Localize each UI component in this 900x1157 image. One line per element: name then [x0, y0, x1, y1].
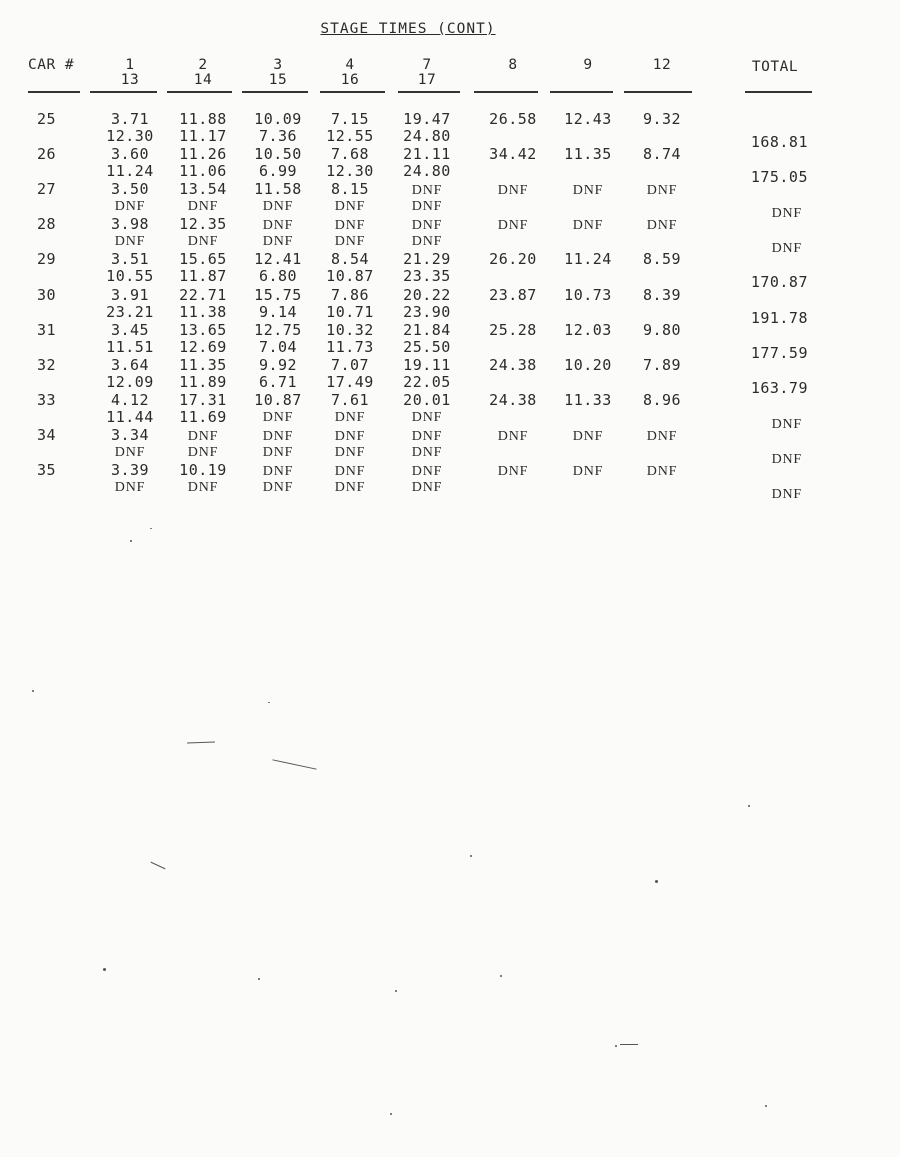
stage-time: 21.29	[403, 250, 451, 268]
stage-time: 10.50	[254, 145, 302, 163]
stage-time: 11.06	[179, 162, 227, 180]
car-number: 26	[36, 145, 56, 163]
dnf-cell: DNF	[646, 183, 678, 198]
dnf-cell: DNF	[411, 410, 443, 425]
paper-speck	[395, 990, 397, 992]
dnf-cell: DNF	[646, 429, 678, 444]
stage-time: 11.35	[179, 356, 227, 374]
stage-time: 12.30	[326, 162, 374, 180]
dnf-cell: DNF	[497, 183, 529, 198]
stage-time: 6.71	[258, 373, 298, 391]
stage-time: 3.45	[110, 321, 150, 339]
dnf-cell: DNF	[262, 410, 294, 425]
dnf-cell: DNF	[497, 218, 529, 233]
stage-time: 7.61	[330, 391, 370, 409]
stage-header-bottom: 13	[120, 72, 140, 88]
car-number: 28	[36, 215, 56, 233]
car-number: 33	[36, 391, 56, 409]
stage-time: 15.65	[179, 250, 227, 268]
stage-header-top: 12	[652, 57, 672, 73]
dnf-cell: DNF	[334, 480, 366, 495]
total-time: DNF	[771, 206, 802, 221]
dnf-cell: DNF	[334, 234, 366, 249]
stage-time: 10.19	[179, 461, 227, 479]
paper-speck	[150, 528, 152, 529]
dnf-cell: DNF	[497, 429, 529, 444]
car-number: 30	[36, 286, 56, 304]
stage-time: 20.22	[403, 286, 451, 304]
dnf-cell: DNF	[572, 429, 604, 444]
paper-mark	[151, 862, 166, 870]
total-time: 168.81	[750, 133, 808, 151]
paper-speck	[470, 855, 472, 857]
stage-time: 11.24	[106, 162, 154, 180]
paper-speck	[748, 805, 750, 807]
stage-header-top: 4	[345, 57, 355, 73]
car-number: 31	[36, 321, 56, 339]
stage-time: 12.43	[564, 110, 612, 128]
total-time: 177.59	[750, 344, 808, 362]
stage-time: 10.32	[326, 321, 374, 339]
stage-time: 11.58	[254, 180, 302, 198]
stage-time: 12.69	[179, 338, 227, 356]
dnf-cell: DNF	[187, 199, 219, 214]
stage-time: 11.88	[179, 110, 227, 128]
stage-time: 3.98	[110, 215, 150, 233]
stage-time: 20.01	[403, 391, 451, 409]
paper-mark	[272, 759, 316, 769]
stage-time: 7.89	[642, 356, 682, 374]
stage-time: 11.35	[564, 145, 612, 163]
stage-time: 24.38	[489, 356, 537, 374]
total-time: DNF	[771, 452, 802, 467]
stage-time: 12.55	[326, 127, 374, 145]
stage-header-bottom: 17	[417, 72, 437, 88]
dnf-cell: DNF	[411, 464, 443, 479]
stage-time: 12.35	[179, 215, 227, 233]
paper-speck	[258, 978, 260, 980]
stage-time: 11.87	[179, 267, 227, 285]
paper-speck	[655, 880, 658, 883]
stage-time: 11.51	[106, 338, 154, 356]
dnf-cell: DNF	[572, 218, 604, 233]
stage-time: 10.55	[106, 267, 154, 285]
stage-time: 10.87	[326, 267, 374, 285]
paper-speck	[32, 690, 34, 692]
stage-time: 22.05	[403, 373, 451, 391]
stage-time: 6.80	[258, 267, 298, 285]
stage-time: 26.20	[489, 250, 537, 268]
stage-time: 7.86	[330, 286, 370, 304]
page-title: STAGE TIMES (CONT)	[320, 21, 496, 37]
car-number: 29	[36, 250, 56, 268]
dnf-cell: DNF	[572, 183, 604, 198]
stage-time: 12.03	[564, 321, 612, 339]
stage-time: 11.69	[179, 408, 227, 426]
stage-time: 3.51	[110, 250, 150, 268]
car-number: 27	[36, 180, 56, 198]
stage-time: 24.80	[403, 127, 451, 145]
dnf-cell: DNF	[334, 445, 366, 460]
dnf-cell: DNF	[187, 445, 219, 460]
total-time: 175.05	[750, 168, 808, 186]
dnf-cell: DNF	[411, 199, 443, 214]
dnf-cell: DNF	[334, 410, 366, 425]
stage-time: 8.39	[642, 286, 682, 304]
stage-time: 3.64	[110, 356, 150, 374]
stage-header-top: 1	[125, 57, 135, 73]
header-underline	[474, 91, 538, 93]
stage-time: 7.68	[330, 145, 370, 163]
stage-time: 25.50	[403, 338, 451, 356]
dnf-cell: DNF	[262, 234, 294, 249]
stage-time: 3.91	[110, 286, 150, 304]
paper-speck	[500, 975, 502, 977]
total-header: TOTAL	[751, 59, 799, 75]
stage-time: 12.41	[254, 250, 302, 268]
header-underline	[242, 91, 308, 93]
stage-header-top: 8	[508, 57, 518, 73]
stage-time: 10.87	[254, 391, 302, 409]
stage-time: 11.89	[179, 373, 227, 391]
stage-time: 11.38	[179, 303, 227, 321]
dnf-cell: DNF	[334, 429, 366, 444]
paper-speck	[390, 1113, 392, 1115]
stage-time: 8.15	[330, 180, 370, 198]
paper-mark	[187, 742, 215, 744]
stage-time: 7.04	[258, 338, 298, 356]
header-underline	[90, 91, 157, 93]
stage-header-bottom: 15	[268, 72, 288, 88]
stage-time: 9.92	[258, 356, 298, 374]
stage-time: 7.15	[330, 110, 370, 128]
stage-time: 11.33	[564, 391, 612, 409]
stage-time: 23.21	[106, 303, 154, 321]
stage-time: 8.54	[330, 250, 370, 268]
stage-header-bottom: 16	[340, 72, 360, 88]
stage-time: 9.32	[642, 110, 682, 128]
header-underline	[398, 91, 460, 93]
paper-speck	[765, 1105, 767, 1107]
dnf-cell: DNF	[334, 199, 366, 214]
stage-time: 8.59	[642, 250, 682, 268]
dnf-cell: DNF	[187, 480, 219, 495]
header-underline	[167, 91, 232, 93]
header-underline	[28, 91, 80, 93]
stage-time: 3.50	[110, 180, 150, 198]
stage-time: 10.20	[564, 356, 612, 374]
stage-time: 19.47	[403, 110, 451, 128]
stage-time: 11.26	[179, 145, 227, 163]
stage-time: 17.49	[326, 373, 374, 391]
stage-time: 6.99	[258, 162, 298, 180]
dnf-cell: DNF	[411, 183, 443, 198]
car-number: 34	[36, 426, 56, 444]
dnf-cell: DNF	[334, 218, 366, 233]
dnf-cell: DNF	[572, 464, 604, 479]
dnf-cell: DNF	[262, 199, 294, 214]
dnf-cell: DNF	[262, 445, 294, 460]
total-time: 170.87	[750, 273, 808, 291]
stage-time: 11.73	[326, 338, 374, 356]
dnf-cell: DNF	[646, 464, 678, 479]
dnf-cell: DNF	[334, 464, 366, 479]
paper-speck	[268, 702, 270, 703]
stage-time: 3.60	[110, 145, 150, 163]
dnf-cell: DNF	[114, 199, 146, 214]
dnf-cell: DNF	[262, 429, 294, 444]
stage-time: 19.11	[403, 356, 451, 374]
stage-time: 26.58	[489, 110, 537, 128]
dnf-cell: DNF	[411, 480, 443, 495]
stage-time: 11.44	[106, 408, 154, 426]
dnf-cell: DNF	[114, 480, 146, 495]
header-underline	[550, 91, 613, 93]
total-time: DNF	[771, 241, 802, 256]
total-time: 163.79	[750, 379, 808, 397]
stage-time: 21.84	[403, 321, 451, 339]
car-number: 35	[36, 461, 56, 479]
stage-time: 10.73	[564, 286, 612, 304]
dnf-cell: DNF	[114, 234, 146, 249]
stage-time: 25.28	[489, 321, 537, 339]
dnf-cell: DNF	[411, 234, 443, 249]
stage-header-top: 9	[583, 57, 593, 73]
stage-time: 10.71	[326, 303, 374, 321]
dnf-cell: DNF	[646, 218, 678, 233]
stage-time: 22.71	[179, 286, 227, 304]
paper-mark	[620, 1044, 638, 1045]
car-number-header: CAR #	[28, 57, 75, 73]
stage-time: 12.30	[106, 127, 154, 145]
stage-time: 7.07	[330, 356, 370, 374]
dnf-cell: DNF	[262, 480, 294, 495]
stage-time: 8.74	[642, 145, 682, 163]
stage-time: 9.80	[642, 321, 682, 339]
car-number: 32	[36, 356, 56, 374]
stage-time: 23.90	[403, 303, 451, 321]
stage-time: 11.24	[564, 250, 612, 268]
stage-time: 12.09	[106, 373, 154, 391]
dnf-cell: DNF	[411, 429, 443, 444]
stage-time: 24.38	[489, 391, 537, 409]
dnf-cell: DNF	[187, 234, 219, 249]
total-time: 191.78	[750, 309, 808, 327]
dnf-cell: DNF	[411, 445, 443, 460]
stage-time: 9.14	[258, 303, 298, 321]
stage-time: 23.35	[403, 267, 451, 285]
stage-time: 3.39	[110, 461, 150, 479]
header-underline	[320, 91, 385, 93]
stage-time: 24.80	[403, 162, 451, 180]
total-time: DNF	[771, 417, 802, 432]
paper-speck	[615, 1045, 617, 1047]
stage-time: 23.87	[489, 286, 537, 304]
car-number: 25	[36, 110, 56, 128]
stage-time: 10.09	[254, 110, 302, 128]
stage-time: 7.36	[258, 127, 298, 145]
stage-time: 4.12	[110, 391, 150, 409]
dnf-cell: DNF	[114, 445, 146, 460]
stage-time: 13.54	[179, 180, 227, 198]
dnf-cell: DNF	[262, 218, 294, 233]
dnf-cell: DNF	[262, 464, 294, 479]
stage-time: 11.17	[179, 127, 227, 145]
stage-time: 21.11	[403, 145, 451, 163]
total-time: DNF	[771, 487, 802, 502]
header-underline	[745, 91, 812, 93]
stage-time: 17.31	[179, 391, 227, 409]
stage-time: 12.75	[254, 321, 302, 339]
header-underline	[624, 91, 692, 93]
stage-time: 15.75	[254, 286, 302, 304]
paper-speck	[103, 968, 106, 971]
stage-time: 8.96	[642, 391, 682, 409]
stage-header-top: 2	[198, 57, 208, 73]
dnf-cell: DNF	[497, 464, 529, 479]
stage-time: 3.34	[110, 426, 150, 444]
stage-header-bottom: 14	[193, 72, 213, 88]
stage-time: 13.65	[179, 321, 227, 339]
dnf-cell: DNF	[411, 218, 443, 233]
paper-speck	[130, 540, 132, 542]
stage-time: 34.42	[489, 145, 537, 163]
stage-header-top: 3	[273, 57, 283, 73]
dnf-cell: DNF	[187, 429, 219, 444]
stage-time: 3.71	[110, 110, 150, 128]
stage-header-top: 7	[422, 57, 432, 73]
